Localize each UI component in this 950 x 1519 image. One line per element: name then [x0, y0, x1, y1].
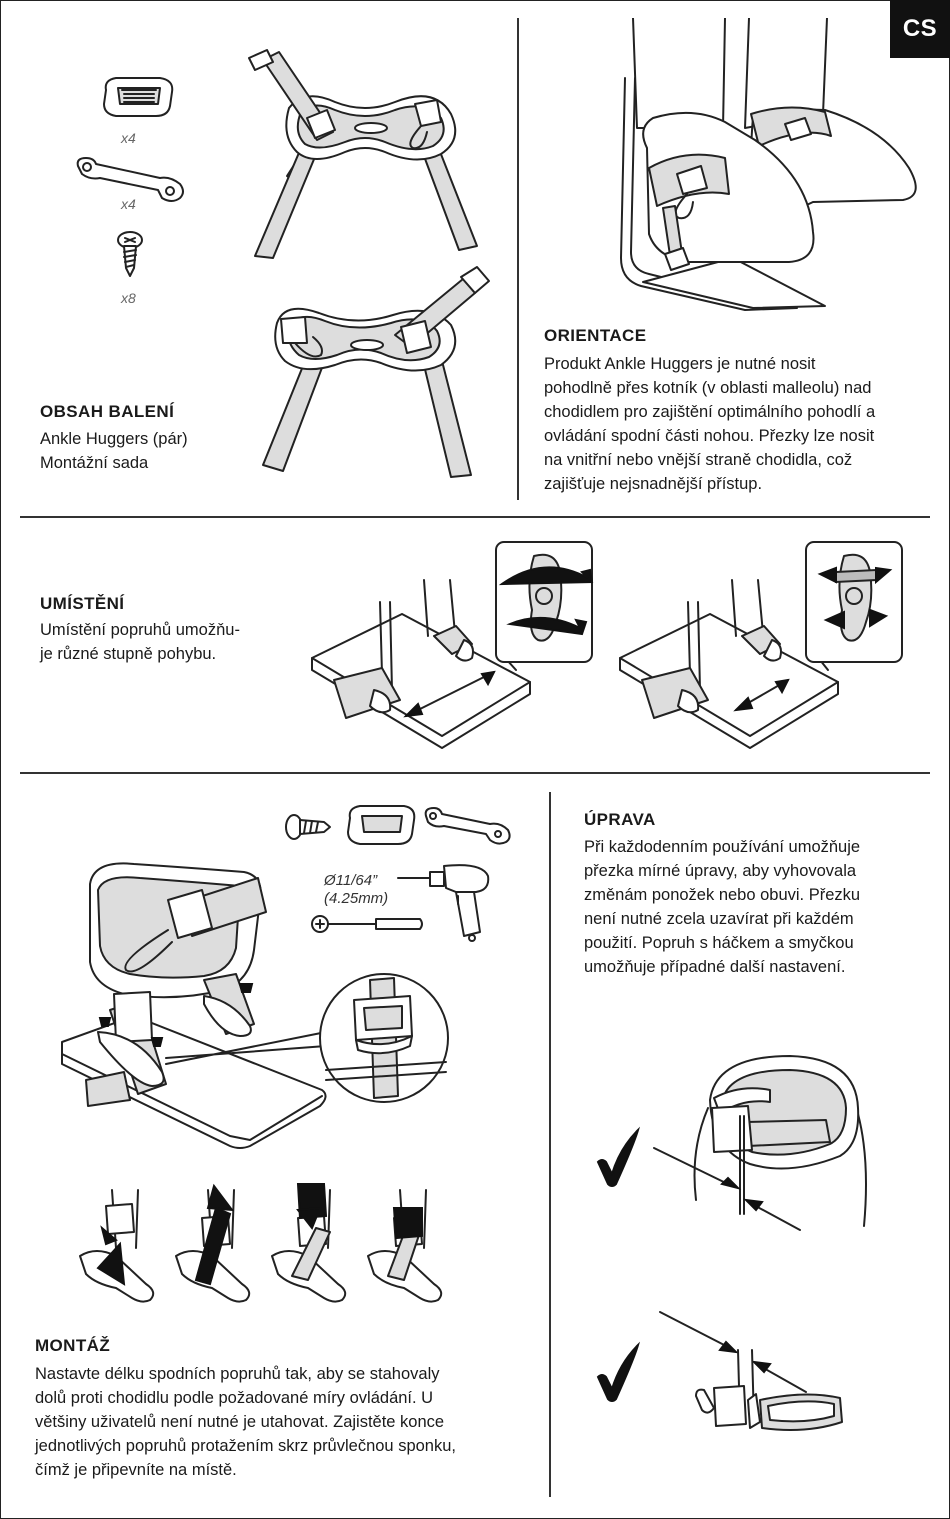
screw-icon [284, 812, 332, 842]
bracket-quantity: x4 [121, 196, 136, 212]
placement-wide-illustration [306, 540, 596, 750]
orientation-text: Produkt Ankle Huggers je nutné nosit pohodlně přes kotník (v oblasti malleolu) nad chodidlem pro zajištění optimálního pohodlí a ovládání spodní části nohou. Přezky lze nosit na vnitřní nebo vnější straně chodidla, což zajišťuje nejsnadnější přístup. [544, 355, 876, 493]
strap-open-illustration [656, 1310, 856, 1450]
language-badge: CS [890, 0, 950, 58]
divider-top-vertical [517, 18, 519, 500]
placement-heading: UMÍSTĚNÍ [40, 594, 125, 613]
checkmark-icon [594, 1343, 642, 1403]
drill-size-label: Ø11/64” (4.25mm) [324, 872, 389, 907]
ankle-hugger-illustration-top [245, 48, 485, 258]
assembly-illustration [54, 850, 454, 1150]
buckle-icon [344, 802, 420, 848]
buckle-icon [98, 72, 178, 122]
screw-quantity: x8 [121, 290, 136, 306]
divider-bottom-vertical [549, 792, 551, 1497]
contents-text: Ankle Huggers (pár) Montážní sada [40, 430, 188, 472]
placement-text: Umístění popruhů umožňu- je různé stupně pohybu. [40, 621, 240, 663]
adjustment-text: Při každodenním používání umožňuje přezka mírné úpravy, aby vyhovovala změnám ponožek nebo obuvi. Přezku není nutné zcela uzavírat při každém použití. Popruh s háčkem a smyčkou umožňuje případné další nastavení. [584, 838, 861, 976]
strap-threading-steps [76, 1188, 456, 1306]
bracket-icon [422, 806, 514, 846]
feet-on-footplate-illustration [613, 18, 923, 313]
divider-middle-horizontal [20, 772, 930, 774]
divider-top-horizontal [20, 516, 930, 518]
assembly-heading: MONTÁŽ [35, 1336, 111, 1355]
placement-narrow-illustration [614, 540, 914, 750]
checkmark-icon [594, 1128, 642, 1188]
contents-heading: OBSAH BALENÍ [40, 402, 175, 421]
ankle-hugger-illustration-bottom [255, 265, 495, 480]
buckle-quantity: x4 [121, 130, 136, 146]
screw-icon [116, 230, 144, 278]
assembly-text: Nastavte délku spodních popruhů tak, aby se stahovaly dolů proti chodidlu podle požadované míry ovládání. U většiny uživatelů není nutné je utahovat. Zajistěte konce jednotlivých popruhů protažením skrz průvlečnou sponku, čímž je připevníte na místě. [35, 1365, 456, 1479]
strap-closed-illustration [650, 1050, 880, 1240]
orientation-heading: ORIENTACE [544, 326, 647, 345]
adjustment-heading: ÚPRAVA [584, 810, 656, 829]
